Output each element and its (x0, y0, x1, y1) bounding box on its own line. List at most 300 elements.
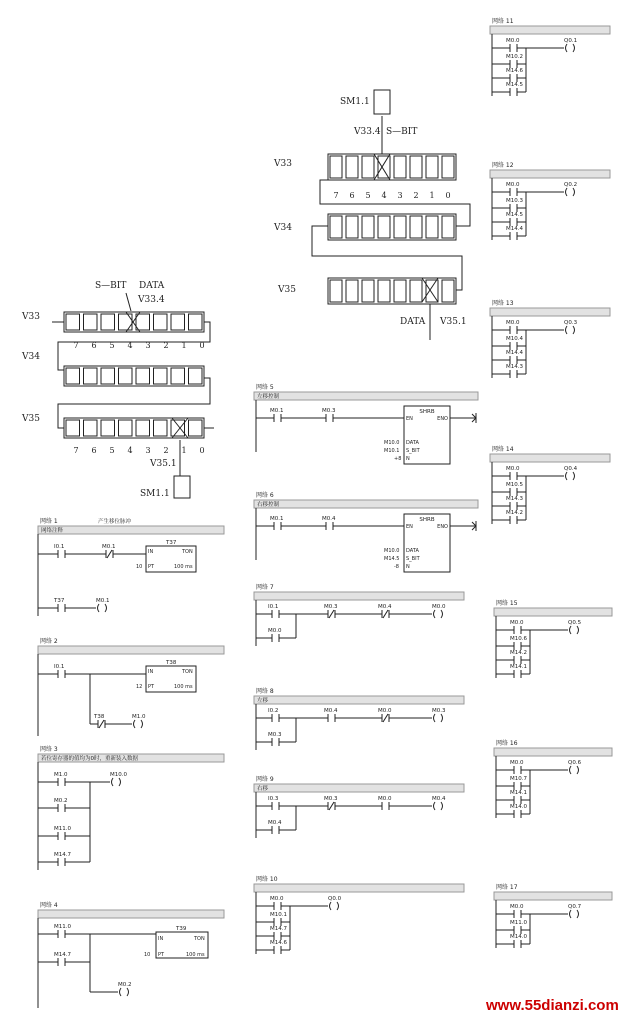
contact-address: T38 (94, 714, 105, 720)
network-title: 网络 13 (492, 300, 514, 307)
network-n15 (496, 616, 582, 678)
register-cell (66, 420, 80, 436)
coil-right-arc (441, 610, 443, 618)
timer-pt: PT (158, 952, 165, 958)
network-n5 (256, 400, 476, 464)
register-cell (136, 314, 150, 330)
network-title: 网络 4 (40, 902, 58, 909)
contact-address: M0.0 (378, 708, 392, 714)
register-cell (394, 156, 406, 178)
contact-address: M14.7 (54, 852, 71, 858)
network-comment: 若位寄存器的值均为0时，重新装入数据 (41, 756, 139, 762)
d1-bit-labels-bottom (73, 446, 204, 455)
contact-address: M0.3 (324, 604, 338, 610)
shrb-data: DATA (406, 548, 419, 554)
shift-diagram-right (273, 90, 470, 340)
contact-address: M14.5 (506, 82, 523, 88)
coil-right-arc (573, 472, 575, 480)
coil-left-arc (434, 802, 436, 810)
timer-pt-value: 12 (136, 684, 143, 690)
shrb-eno: ENO (437, 524, 448, 530)
shrb-n: N (406, 456, 410, 462)
shrb-n-value: +8 (394, 456, 402, 462)
network-comment-bar (254, 884, 464, 892)
bit-label: 5 (109, 341, 115, 350)
contact-address: M14.2 (510, 650, 527, 656)
coil-address: M0.0 (432, 604, 446, 610)
coil-left-arc (570, 910, 572, 918)
network-header-n7 (254, 583, 464, 600)
timer-type: TON (194, 936, 205, 942)
contact-address: M0.0 (506, 466, 520, 472)
contact-address: M0.3 (268, 732, 282, 738)
d2-register-v34 (328, 214, 456, 240)
coil-right-arc (441, 802, 443, 810)
timer-name: T37 (166, 540, 177, 546)
network-n16 (496, 756, 582, 818)
register-cell (330, 280, 342, 302)
timer-name: T38 (166, 660, 177, 666)
timer-type: TON (182, 549, 193, 555)
register-cell (410, 216, 422, 238)
network-n12 (492, 178, 577, 240)
shrb-data: DATA (406, 440, 419, 446)
d2-s-bit: S—BIT (386, 127, 418, 137)
bit-label: 6 (91, 341, 97, 350)
network-comment-bar (38, 646, 224, 654)
contact-address: M14.4 (506, 226, 523, 232)
contact-address: M14.4 (506, 350, 523, 356)
register-cell (171, 420, 185, 436)
register-cell (362, 156, 374, 178)
coil-right-arc (337, 902, 339, 910)
network-comment-bar (38, 526, 224, 534)
contact-address: M0.2 (54, 798, 68, 804)
shrb-n: N (406, 564, 410, 570)
bit-label: 7 (73, 446, 79, 455)
register-cell (410, 280, 422, 302)
register-cell (426, 156, 438, 178)
coil-left-arc (566, 326, 568, 334)
register-cell (362, 216, 374, 238)
contact-address: M14.5 (506, 212, 523, 218)
d1-v33-4: V33.4 (138, 295, 165, 305)
d1-s-bit: S—BIT (95, 281, 127, 291)
network-comment-bar (490, 454, 610, 462)
d1-v34: V34 (22, 352, 40, 362)
register-cell (362, 280, 374, 302)
bit-label: 2 (413, 191, 419, 200)
contact-address: M11.0 (510, 920, 527, 926)
register-frame (328, 214, 456, 240)
coil-left-arc (120, 988, 122, 996)
contact-address: M0.4 (322, 516, 336, 522)
bit-label: 7 (333, 191, 339, 200)
contact-address: M0.0 (510, 620, 524, 626)
d1-v33: V33 (22, 312, 40, 322)
register-cell (66, 314, 80, 330)
network-extra-comment: 产生移位脉冲 (98, 519, 132, 525)
register-cell (442, 216, 454, 238)
d2-data: DATA (400, 317, 426, 327)
network-title: 网络 10 (256, 876, 278, 883)
network-header-n10 (254, 875, 464, 892)
contact-address: I0.1 (268, 604, 279, 610)
timer-name: T39 (176, 926, 187, 932)
register-cell (378, 280, 390, 302)
shrb-en: EN (406, 416, 413, 422)
network-comment-bar (494, 608, 612, 616)
register-cell (330, 156, 342, 178)
d1-data: DATA (139, 281, 165, 291)
contact-address: I0.3 (268, 796, 279, 802)
register-cell (101, 314, 115, 330)
network-comment-bar (494, 892, 612, 900)
bit-label: 2 (163, 341, 169, 350)
shrb-sbit: S_BIT (406, 448, 420, 454)
register-cell (346, 280, 358, 302)
timer-pt-value: 10 (144, 952, 151, 958)
shrb-eno: ENO (437, 416, 448, 422)
network-title: 网络 7 (256, 584, 274, 591)
coil-right-arc (573, 44, 575, 52)
register-cell (394, 216, 406, 238)
network-header-n11 (490, 17, 610, 34)
coil-left-arc (434, 714, 436, 722)
coil-right-arc (573, 326, 575, 334)
coil-right-arc (141, 720, 143, 728)
contact-address: M0.4 (378, 604, 392, 610)
coil-right-arc (577, 626, 579, 634)
coil-right-arc (577, 910, 579, 918)
contact-address: M14.2 (506, 510, 523, 516)
register-cell (426, 216, 438, 238)
contact-address: M10.1 (270, 912, 287, 918)
coil-left-arc (566, 472, 568, 480)
coil-address: M0.2 (118, 982, 132, 988)
coil-left-arc (112, 778, 114, 786)
contact-address: M0.3 (322, 408, 336, 414)
register-cell (154, 368, 168, 384)
register-cell (119, 368, 133, 384)
contact-address: M0.4 (268, 820, 282, 826)
contact-address: M0.0 (506, 320, 520, 326)
contact-address: M14.1 (510, 790, 527, 796)
bit-label: 7 (73, 341, 79, 350)
network-header-n14 (490, 445, 610, 462)
watermark: www.55dianzi.com (486, 997, 619, 1014)
network-title: 网络 6 (256, 492, 274, 499)
register-frame (64, 312, 204, 332)
contact-address: M0.0 (378, 796, 392, 802)
contact-address: M0.3 (324, 796, 338, 802)
coil-address: Q0.3 (564, 320, 578, 326)
contact-address: M14.1 (510, 664, 527, 670)
contact-address: M11.0 (54, 924, 71, 930)
contact-address: M0.1 (270, 408, 284, 414)
shrb-sbit-value: M14.5 (384, 556, 400, 562)
network-n7 (256, 600, 446, 646)
timer-unit: 100 ms (174, 684, 193, 690)
coil-address: M0.3 (432, 708, 446, 714)
register-cell (66, 368, 80, 384)
d1-v35-1: V35.1 (150, 459, 177, 469)
contact-address: M10.5 (506, 482, 523, 488)
network-n17 (496, 900, 582, 948)
contact-negation (383, 714, 388, 722)
register-cell (119, 314, 133, 330)
network-header-n6 (254, 491, 478, 508)
shrb-sbit-value: M10.1 (384, 448, 400, 454)
timer-unit: 100 ms (174, 564, 193, 570)
coil-left-arc (98, 604, 100, 612)
contact-address: M0.1 (102, 544, 116, 550)
contact-address: M14.6 (270, 940, 287, 946)
network-title: 网络 8 (256, 688, 274, 695)
network-title: 网络 5 (256, 384, 274, 391)
bit-label: 0 (199, 446, 205, 455)
bit-label: 1 (181, 446, 187, 455)
bit-label: 4 (127, 446, 133, 455)
d1-register-v33 (64, 312, 204, 332)
network-header-n3 (38, 745, 224, 762)
network-title: 网络 14 (492, 446, 514, 453)
network-title: 网络 1 (40, 518, 58, 525)
coil-left-arc (570, 766, 572, 774)
contact-address: M10.4 (506, 336, 523, 342)
bit-label: 4 (381, 191, 387, 200)
bit-label: 3 (397, 191, 403, 200)
network-title: 网络 11 (492, 18, 514, 25)
network-comment-bar (38, 910, 224, 918)
coil-address: Q0.1 (564, 38, 578, 44)
shrb-title: SHRB (419, 409, 435, 415)
contact-negation (107, 550, 112, 558)
contact-negation (99, 720, 104, 728)
coil-left-arc (134, 720, 136, 728)
bit-label: 1 (181, 341, 187, 350)
network-header-n16 (494, 739, 612, 756)
coil-address: M0.1 (96, 598, 110, 604)
register-frame (328, 154, 456, 180)
network-n6 (256, 508, 476, 572)
contact-address: T37 (54, 598, 65, 604)
network-n4 (38, 918, 208, 1008)
timer-pt: PT (148, 684, 155, 690)
network-title: 网络 12 (492, 162, 514, 169)
network-comment-bar (254, 500, 478, 508)
d2-register-v33 (328, 154, 456, 180)
network-comment: 左移 (257, 698, 269, 704)
contact-address: M0.0 (268, 628, 282, 634)
bit-label: 6 (91, 446, 97, 455)
contact-address: M11.0 (54, 826, 71, 832)
coil-address: Q0.5 (568, 620, 582, 626)
timer-pt-value: 10 (136, 564, 143, 570)
network-title: 网络 9 (256, 776, 274, 783)
network-header-n9 (254, 775, 464, 792)
register-frame (64, 366, 204, 386)
bit-label: 0 (199, 341, 205, 350)
register-cell (378, 216, 390, 238)
register-cell (394, 280, 406, 302)
coil-address: M1.0 (132, 714, 146, 720)
bit-label: 2 (163, 446, 169, 455)
d2-v35: V35 (278, 285, 296, 295)
network-header-n5 (254, 383, 478, 400)
contact-address: M0.0 (510, 760, 524, 766)
network-n3 (38, 762, 127, 870)
network-comment-bar (254, 592, 464, 600)
bit-label: 4 (127, 341, 133, 350)
contact-address: M0.0 (510, 904, 524, 910)
register-cell (189, 420, 203, 436)
coil-right-arc (105, 604, 107, 612)
d2-v33: V33 (274, 159, 292, 169)
bit-label: 6 (349, 191, 355, 200)
coil-address: Q0.2 (564, 182, 578, 188)
coil-left-arc (570, 626, 572, 634)
coil-address: M0.4 (432, 796, 446, 802)
coil-address: Q0.7 (568, 904, 582, 910)
shrb-data-value: M10.0 (384, 440, 400, 446)
d2-sm1-1: SM1.1 (340, 97, 370, 107)
network-title: 网络 17 (496, 884, 518, 891)
register-cell (410, 156, 422, 178)
coil-address: Q0.0 (328, 896, 342, 902)
contact-address: M0.4 (324, 708, 338, 714)
coil-right-arc (127, 988, 129, 996)
network-n8 (256, 704, 446, 750)
contact-address: I0.1 (54, 544, 65, 550)
network-comment: 左移控制 (257, 394, 280, 400)
coil-left-arc (434, 610, 436, 618)
register-cell (346, 216, 358, 238)
register-cell (101, 368, 115, 384)
timer-pt: PT (148, 564, 155, 570)
coil-right-arc (119, 778, 121, 786)
contact-address: M1.0 (54, 772, 68, 778)
network-comment-bar (494, 748, 612, 756)
register-cell (189, 368, 203, 384)
network-comment-bar (254, 392, 478, 400)
network-comment-bar (254, 784, 464, 792)
contact-address: M10.3 (506, 198, 523, 204)
network-comment: 网络注释 (41, 528, 64, 534)
timer-in: IN (148, 669, 154, 675)
d1-register-v35 (64, 418, 204, 438)
register-cell (154, 420, 168, 436)
network-title: 网络 3 (40, 746, 58, 753)
register-cell (442, 280, 454, 302)
contact-negation (329, 802, 334, 810)
contact-address: M0.0 (506, 38, 520, 44)
register-cell (442, 156, 454, 178)
register-cell (189, 314, 203, 330)
contact-address: M0.0 (270, 896, 284, 902)
d2-v33-4: V33.4 (354, 127, 381, 137)
network-comment-bar (490, 26, 610, 34)
network-header-n17 (494, 883, 612, 900)
contact-address: M10.7 (510, 776, 527, 782)
register-cell (378, 156, 390, 178)
shift-diagram-left (21, 281, 214, 499)
shrb-data-value: M10.0 (384, 548, 400, 554)
network-n14 (492, 462, 578, 524)
network-n11 (492, 34, 577, 96)
contact-address: I0.2 (268, 708, 279, 714)
contact-address: M14.7 (270, 926, 287, 932)
contact-negation (383, 610, 388, 618)
network-header-n2 (38, 637, 224, 654)
coil-address: M10.0 (110, 772, 127, 778)
network-comment: 右移 (257, 786, 269, 792)
coil-left-arc (330, 902, 332, 910)
network-n9 (256, 792, 446, 838)
d1-v35: V35 (22, 414, 40, 424)
register-cell (330, 216, 342, 238)
bit-label: 5 (109, 446, 115, 455)
network-header-n15 (494, 599, 612, 616)
contact-address: M10.2 (506, 54, 523, 60)
network-comment-bar (254, 696, 464, 704)
network-header-n8 (254, 687, 464, 704)
bit-label: 3 (145, 341, 151, 350)
contact-negation (329, 610, 334, 618)
register-cell (101, 420, 115, 436)
network-title: 网络 15 (496, 600, 518, 607)
d2-v34: V34 (274, 223, 292, 233)
coil-left-arc (566, 44, 568, 52)
network-header-n13 (490, 299, 610, 316)
contact-address: M14.0 (510, 804, 527, 810)
contact-address: M10.6 (510, 636, 527, 642)
network-title: 网络 2 (40, 638, 58, 645)
coil-right-arc (577, 766, 579, 774)
register-cell (84, 368, 98, 384)
d2-v35-1: V35.1 (440, 317, 467, 327)
timer-unit: 100 ms (186, 952, 205, 958)
network-comment-bar (490, 308, 610, 316)
contact-address: M14.0 (510, 934, 527, 940)
coil-right-arc (441, 714, 443, 722)
register-cell (136, 368, 150, 384)
register-cell (84, 314, 98, 330)
d1-sm1-1: SM1.1 (140, 489, 170, 499)
network-comment-bar (490, 170, 610, 178)
bit-label: 5 (365, 191, 371, 200)
network-comment: 右移控制 (257, 502, 280, 508)
bit-label: 3 (145, 446, 151, 455)
register-cell (154, 314, 168, 330)
network-title: 网络 16 (496, 740, 518, 747)
network-header-n4 (38, 901, 224, 918)
timer-type: TON (182, 669, 193, 675)
coil-left-arc (566, 188, 568, 196)
contact-address: M14.3 (506, 364, 523, 370)
shrb-title: SHRB (419, 517, 435, 523)
ladder-networks (38, 17, 612, 1008)
register-cell (119, 420, 133, 436)
d2-bit-labels (333, 191, 450, 200)
contact-address: I0.1 (54, 664, 65, 670)
network-n13 (492, 316, 578, 378)
timer-in: IN (148, 549, 154, 555)
bit-label: 1 (429, 191, 435, 200)
register-cell (171, 368, 185, 384)
register-cell (171, 314, 185, 330)
coil-right-arc (573, 188, 575, 196)
